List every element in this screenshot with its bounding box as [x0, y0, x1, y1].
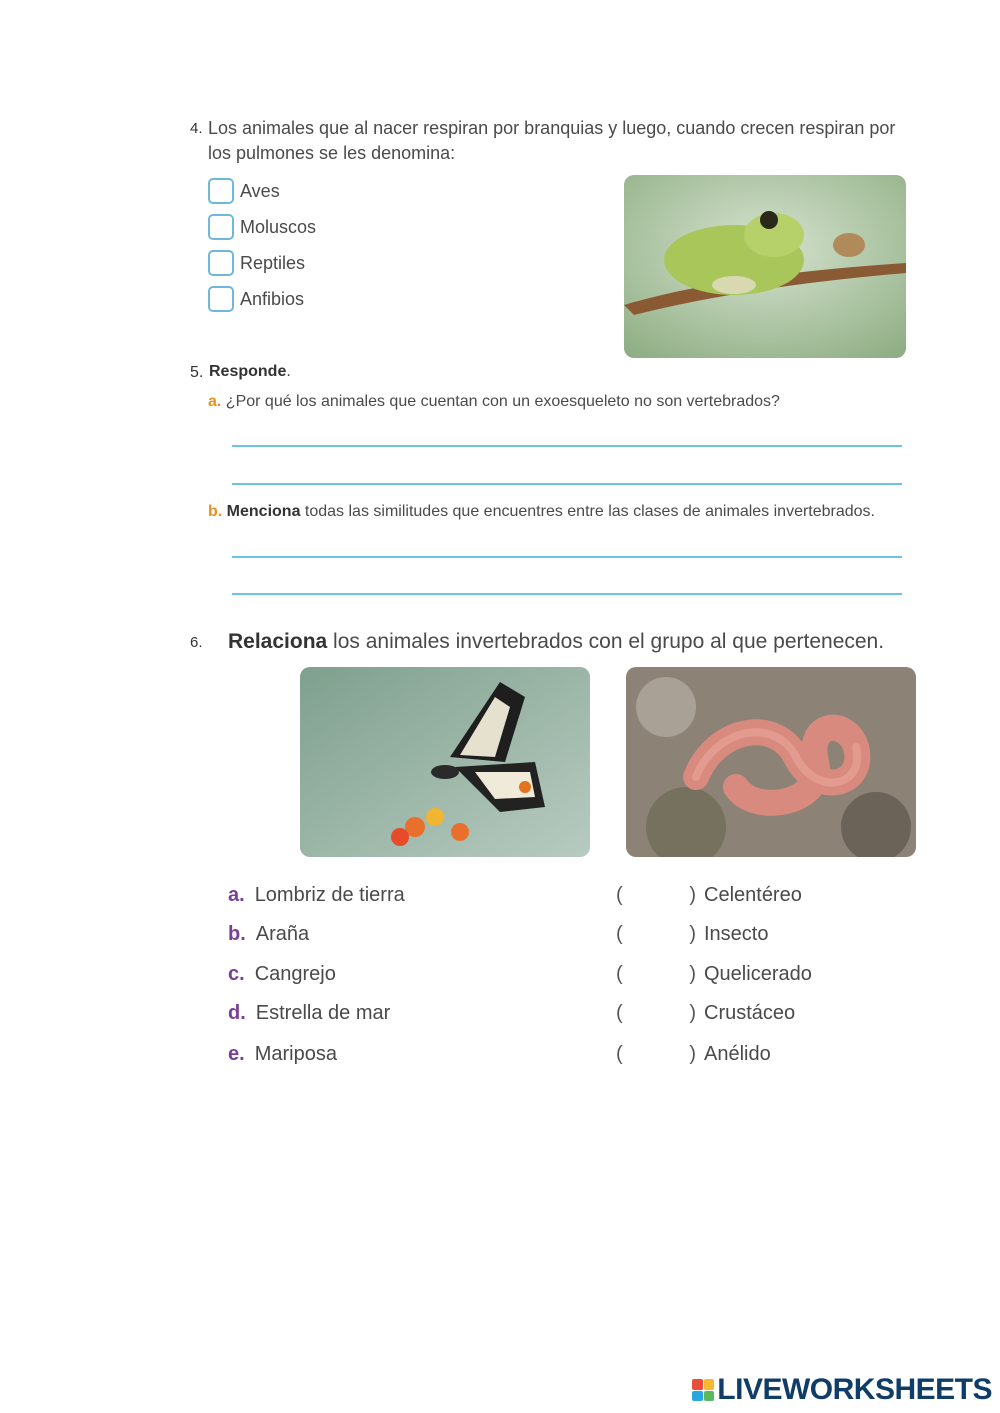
question-5-label-rest: . — [286, 363, 291, 380]
answer-blank-5[interactable] — [616, 1043, 696, 1066]
option-label: Moluscos — [240, 216, 317, 237]
animal-name: Cangrejo — [254, 963, 336, 985]
question-5-label-bold: Responde — [209, 363, 287, 380]
question-5-label — [209, 363, 291, 381]
checkbox[interactable] — [208, 178, 234, 204]
question-5b — [208, 503, 875, 521]
question-4-number: 4. — [190, 120, 203, 137]
answer-line-5a-1[interactable] — [232, 445, 902, 447]
logo-square-2 — [704, 1379, 715, 1390]
question-6-text — [228, 630, 884, 654]
answer-blank-1[interactable] — [616, 884, 696, 907]
item-letter: d. — [228, 1002, 246, 1024]
question-5a — [208, 393, 780, 411]
option-aves[interactable] — [208, 178, 280, 204]
option-label: Reptiles — [240, 252, 306, 273]
checkbox[interactable] — [208, 250, 234, 276]
item-letter: b. — [228, 923, 246, 945]
answer-blank-2[interactable] — [616, 923, 696, 946]
animal-name: Mariposa — [254, 1043, 337, 1065]
group-label: Celentéreo — [704, 884, 802, 906]
question-6-number: 6. — [190, 634, 203, 651]
answer-blank-4[interactable] — [616, 1002, 696, 1025]
paren-open: ( — [616, 963, 623, 985]
answer-line-5b-2[interactable] — [232, 593, 902, 595]
paren-close: ) — [689, 963, 696, 985]
answer-line-5b-1[interactable] — [232, 556, 902, 558]
item-letter: e. — [228, 1043, 245, 1065]
item-letter: c. — [228, 963, 245, 985]
animal-row-e — [228, 1043, 337, 1066]
animal-row-b — [228, 923, 309, 946]
paren-open: ( — [616, 1002, 623, 1024]
option-label: Aves — [240, 180, 280, 201]
checkbox[interactable] — [208, 286, 234, 312]
answer-blank-3[interactable] — [616, 963, 696, 986]
animal-name: Estrella de mar — [255, 1002, 391, 1024]
butterfly-photo — [300, 667, 590, 857]
item-letter: a. — [228, 884, 245, 906]
question-6-rest: los animales invertebrados con el grupo al que pertenecen. — [327, 630, 885, 653]
paren-open: ( — [616, 884, 623, 906]
logo-square-3 — [692, 1391, 703, 1402]
group-label: Insecto — [704, 923, 769, 945]
animal-row-c — [228, 963, 336, 986]
answer-line-5a-2[interactable] — [232, 483, 902, 485]
option-anfibios[interactable] — [208, 286, 304, 312]
paren-open: ( — [616, 1043, 623, 1065]
frog-photo — [624, 175, 906, 358]
liveworksheets-logo — [692, 1373, 992, 1407]
option-moluscos[interactable] — [208, 214, 316, 240]
group-label: Crustáceo — [704, 1002, 796, 1024]
paren-close: ) — [689, 1043, 696, 1065]
paren-close: ) — [689, 923, 696, 945]
paren-close: ) — [689, 1002, 696, 1024]
animal-name: Araña — [255, 923, 310, 945]
question-5-number: 5. — [190, 364, 204, 381]
logo-square-1 — [692, 1379, 703, 1390]
animal-name: Lombriz de tierra — [254, 884, 405, 906]
paren-open: ( — [616, 923, 623, 945]
question-5b-bold: Menciona — [226, 503, 301, 520]
group-label: Anélido — [704, 1043, 771, 1065]
logo-square-4 — [704, 1391, 715, 1402]
animal-row-d — [228, 1002, 390, 1025]
item-letter: b. — [208, 503, 223, 520]
logo-text: LIVEWORKSHEETS — [717, 1373, 992, 1406]
question-5a-text: ¿Por qué los animales que cuentan con un exoesqueleto no son vertebrados? — [225, 393, 780, 410]
logo-icon — [692, 1379, 714, 1401]
option-label: Anfibios — [240, 288, 305, 309]
earthworm-photo — [626, 667, 916, 857]
question-4-text: Los animales que al nacer respiran por branquias y luego, cuando crecen respiran por los pulmones se les denomina: — [208, 118, 896, 163]
question-5b-text: todas las similitudes que encuentres entre las clases de animales invertebrados. — [300, 503, 875, 520]
question-6-bold: Relaciona — [228, 630, 328, 653]
group-label: Quelicerado — [704, 963, 812, 985]
paren-close: ) — [689, 884, 696, 906]
animal-row-a — [228, 884, 405, 907]
checkbox[interactable] — [208, 214, 234, 240]
option-reptiles[interactable] — [208, 250, 305, 276]
item-letter: a. — [208, 393, 222, 410]
